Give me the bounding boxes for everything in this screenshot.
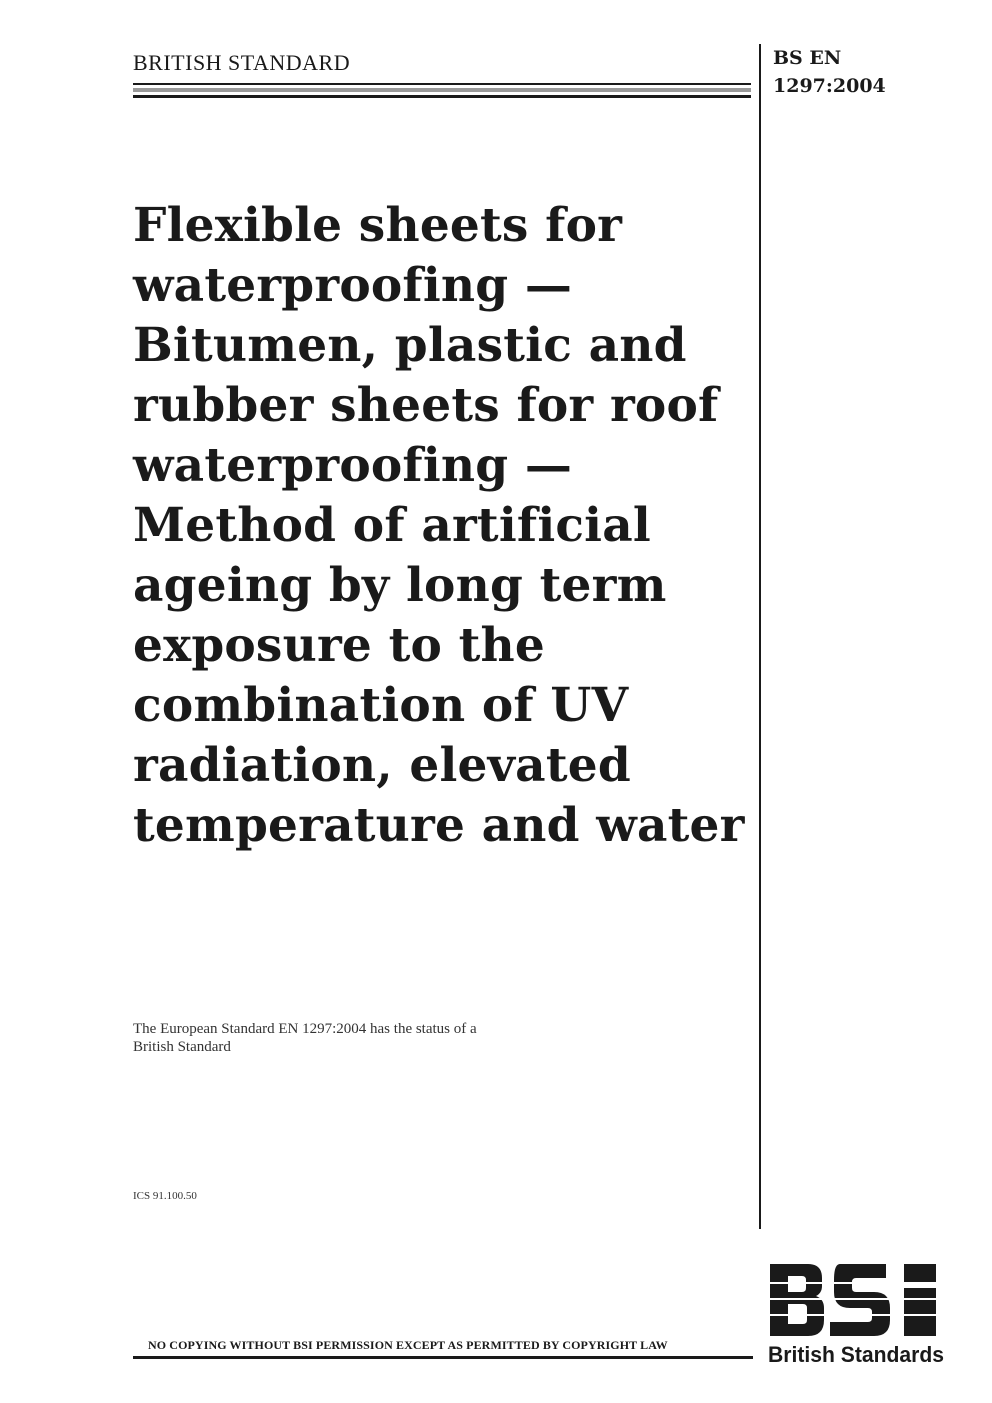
status-statement-line2: British Standard xyxy=(133,1039,231,1055)
vertical-divider xyxy=(759,44,761,1229)
title-line: waterproofing — xyxy=(133,438,573,493)
ics-code: ICS 91.100.50 xyxy=(133,1190,197,1202)
series-label: BRITISH STANDARD xyxy=(133,50,351,75)
title-line: waterproofing — xyxy=(133,258,573,313)
status-statement xyxy=(133,1020,477,1056)
status-statement-line1: The European Standard EN 1297:2004 has the status of a xyxy=(133,1021,477,1037)
bsi-logo-mark xyxy=(768,1264,944,1336)
title-line: radiation, elevated xyxy=(133,738,631,793)
document-number-line2: 1297:2004 xyxy=(773,75,886,97)
bsi-logo xyxy=(768,1262,944,1368)
document-number xyxy=(773,44,886,100)
title-line: Bitumen, plastic and xyxy=(133,318,687,373)
title-line: ageing by long term xyxy=(133,558,667,613)
title-line: rubber sheets for roof xyxy=(133,378,719,433)
footer-rule xyxy=(133,1356,753,1359)
document-number-line1: BS EN xyxy=(773,47,842,69)
title-line: Method of artificial xyxy=(133,498,651,553)
title-line: temperature and water xyxy=(133,798,745,853)
title-line: exposure to the xyxy=(133,618,546,673)
title-line: Flexible sheets for xyxy=(133,198,623,253)
copyright-notice: NO COPYING WITHOUT BSI PERMISSION EXCEPT AS PERMITTED BY COPYRIGHT LAW xyxy=(148,1338,668,1352)
title-line: combination of UV xyxy=(133,678,629,733)
header-rule-top xyxy=(133,83,751,85)
header-rule-bottom xyxy=(133,95,751,98)
bsi-logo-caption: British Standards xyxy=(768,1342,944,1367)
document-title xyxy=(133,196,753,856)
header-rule-grey xyxy=(133,88,751,92)
